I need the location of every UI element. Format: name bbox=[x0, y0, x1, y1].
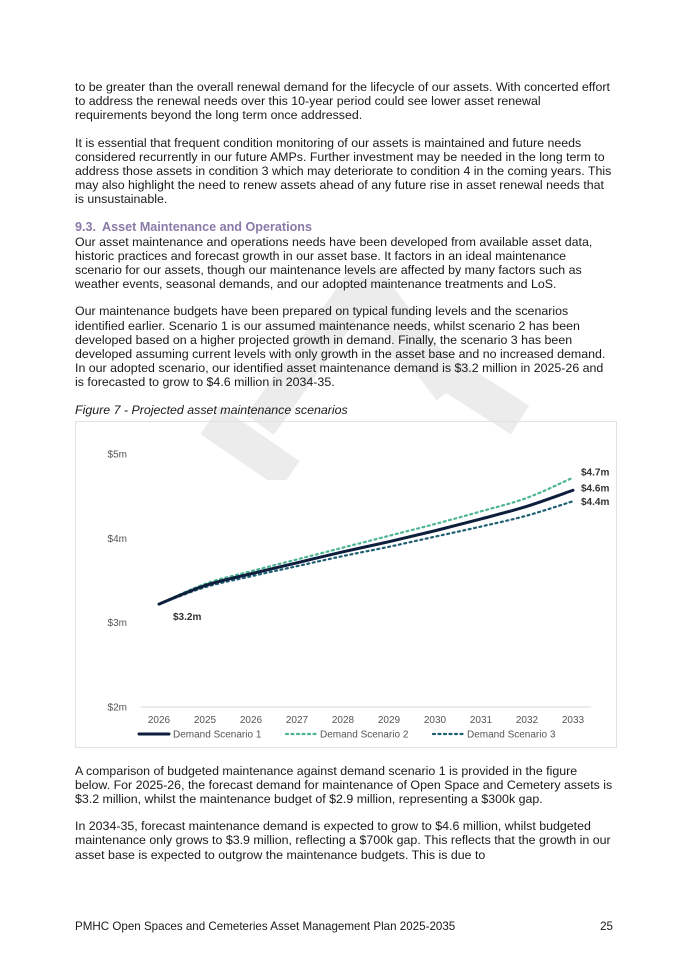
paragraph-maintenance-needs: Our asset maintenance and operations needs have been developed from available asset data, historic practices and forecast growth in our asset base. It factors in an ideal maintenance scenario for our assets, though our maintenance levels are affected by many factors such as weather events, seasonal demands, and our adopted maintenance treatments and LoS. bbox=[75, 234, 593, 292]
page-content bbox=[75, 80, 615, 875]
page-footer bbox=[75, 920, 613, 933]
x-tick-label: 2027 bbox=[285, 714, 309, 726]
x-tick-label: 2029 bbox=[377, 714, 401, 726]
data-label-end-scenario-1: $4.6m bbox=[581, 482, 610, 494]
y-tick-label: $5m bbox=[107, 449, 127, 461]
series-line-scenario-3 bbox=[159, 501, 573, 604]
section-number: 9.3. bbox=[75, 219, 97, 234]
legend-label-scenario-2: Demand Scenario 2 bbox=[320, 729, 409, 741]
page-number: 25 bbox=[600, 920, 613, 933]
data-label-start: $3.2m bbox=[173, 611, 202, 623]
x-tick-label: 2030 bbox=[423, 714, 447, 726]
paragraph-condition-monitoring: It is essential that frequent condition monitoring of our assets is maintained and future needs considered recurrently in our future AMPs. Further investment may be needed in the long term to address those assets in condition 3 which may deteriorate to condition 4 in the coming years. This may also highlight the need to renew assets ahead of any future rise in asset renewal needs that is unsustainable. bbox=[75, 135, 612, 207]
y-tick-label: $4m bbox=[107, 533, 127, 545]
data-label-end-scenario-3: $4.4m bbox=[581, 496, 610, 508]
figure-caption: Figure 7 - Projected asset maintenance scenarios bbox=[75, 402, 348, 417]
y-tick-label: $2m bbox=[107, 702, 127, 714]
x-tick-label: 2026 bbox=[239, 714, 263, 726]
paragraph-renewal-demand: to be greater than the overall renewal demand for the lifecycle of our assets. With concerted effort to address the renewal needs over this 10-year period could see lower asset renewal requirements beyond the long term once addressed. bbox=[75, 80, 610, 123]
x-tick-label: 2032 bbox=[515, 714, 539, 726]
paragraph-2034-forecast: In 2034-35, forecast maintenance demand is expected to grow to $4.6 million, whilst budgeted maintenance only grows to $3.9 million, reflecting a $700k gap. This reflects that the growth in our asset base is expected to outgrow the maintenance budgets. This is due to bbox=[75, 819, 611, 862]
maintenance-scenarios-chart bbox=[75, 421, 617, 748]
legend-label-scenario-3: Demand Scenario 3 bbox=[467, 729, 556, 741]
x-tick-label: 2026 bbox=[147, 714, 171, 726]
y-tick-label: $3m bbox=[107, 617, 127, 629]
chart-svg bbox=[76, 422, 616, 747]
footer-title: PMHC Open Spaces and Cemeteries Asset Management Plan 2025-2035 bbox=[75, 920, 456, 933]
paragraph-budget-comparison: A comparison of budgeted maintenance against demand scenario 1 is provided in the figure below. For 2025-26, the forecast demand for maintenance of Open Space and Cemetery assets is $3.2 million, whilst the maintenance budget of $2.9 million, representing a $300k gap. bbox=[75, 763, 613, 807]
legend-label-scenario-1: Demand Scenario 1 bbox=[173, 729, 262, 741]
x-tick-label: 2028 bbox=[331, 714, 355, 726]
section-title: Asset Maintenance and Operations bbox=[102, 219, 312, 234]
section-heading bbox=[75, 220, 615, 235]
x-tick-label: 2031 bbox=[469, 714, 493, 726]
series-line-scenario-1 bbox=[159, 490, 573, 604]
data-label-end-scenario-2: $4.7m bbox=[581, 467, 610, 479]
series-line-scenario-2 bbox=[159, 477, 573, 604]
paragraph-maintenance-budgets: Our maintenance budgets have been prepared on typical funding levels and the scenarios identified earlier. Scenario 1 is our assumed maintenance needs, whilst scenario 2 has been developed based on a higher projected growth in demand. Finally, the scenario 3 has been developed assuming current levels with only growth in the asset base and no increased demand. In our adopted scenario, our identified asset maintenance demand is $3.2 million in 2025-26 and is forecasted to grow to $4.6 million in 2034-35. bbox=[75, 304, 606, 390]
x-tick-label: 2025 bbox=[193, 714, 217, 726]
x-tick-label: 2033 bbox=[561, 714, 585, 726]
